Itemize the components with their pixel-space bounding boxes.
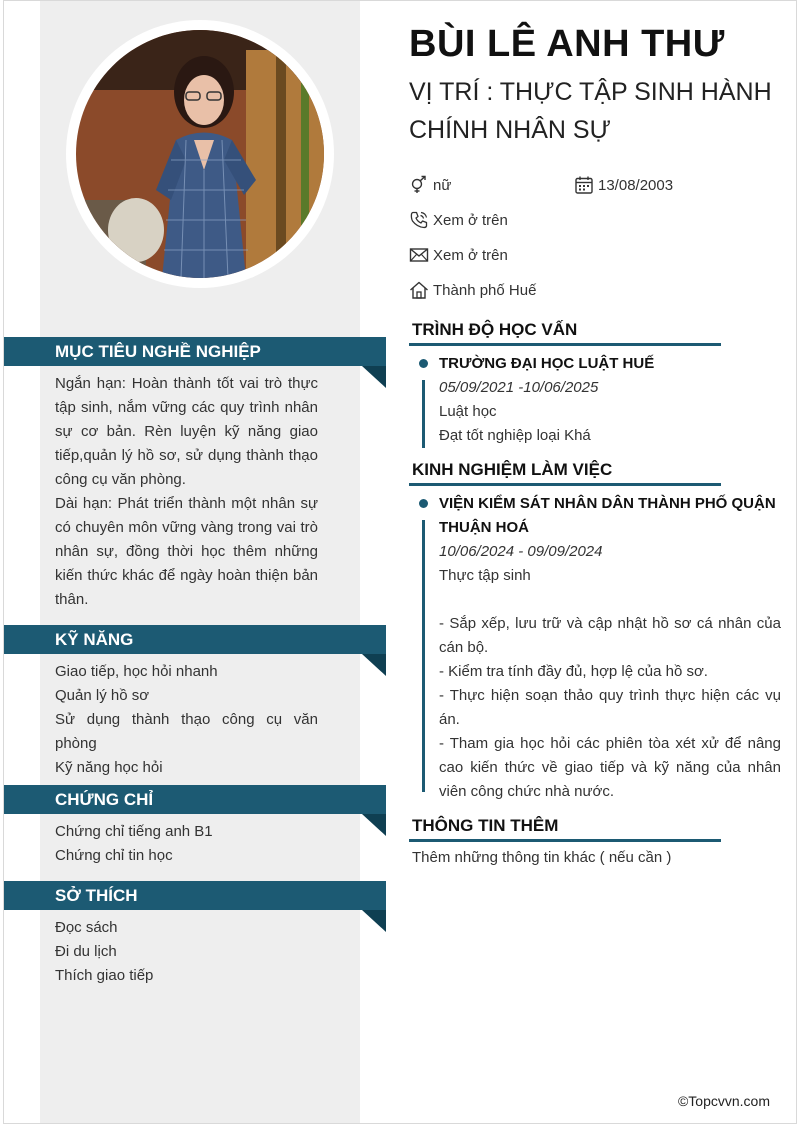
candidate-name: BÙI LÊ ANH THƯ: [409, 23, 725, 65]
home-icon: [409, 280, 429, 300]
objective-short-term: Ngắn hạn: Hoàn thành tốt vai trò thực tập sinh, nắm vững các quy trình nhân sự cơ bản. Rèn luyện kỹ năng giao tiếp,quản lý hồ sơ, sử dụng thành thạo công cụ văn phòng.: [55, 375, 318, 488]
cv-page: [3, 0, 797, 1124]
certificate-item: Chứng chỉ tiếng anh B1: [55, 823, 213, 840]
job-position: VỊ TRÍ : THỰC TẬP SINH HÀNH CHÍNH NHÂN SỰ: [409, 78, 772, 144]
timeline-line: [422, 380, 425, 448]
gender-value: nữ: [433, 176, 452, 194]
skills-title: KỸ NĂNG: [4, 625, 386, 654]
hobbies-list: [4, 910, 386, 988]
contact-birthday: [574, 175, 673, 195]
skill-item: Giao tiếp, học hỏi nhanh: [55, 663, 218, 680]
skill-item: Kỹ năng học hỏi: [55, 759, 163, 776]
skills-section: [4, 625, 386, 780]
email-value: Xem ở trên: [433, 246, 508, 264]
contact-phone: [409, 210, 508, 230]
contact-address: [409, 280, 536, 300]
hobbies-fold: [362, 910, 386, 932]
skills-fold: [362, 654, 386, 676]
skill-item: Quản lý hồ sơ: [55, 687, 150, 704]
additional-title: THÔNG TIN THÊM: [412, 816, 559, 835]
experience-entry: [409, 492, 781, 804]
calendar-icon: [574, 175, 594, 195]
education-divider: [409, 343, 721, 346]
envelope-icon: [409, 245, 429, 265]
education-result: Đạt tốt nghiệp loại Khá: [439, 427, 591, 444]
timeline-dot: [419, 499, 428, 508]
education-major: Luật học: [439, 403, 497, 420]
contact-email: [409, 245, 508, 265]
certificates-list: [4, 814, 386, 868]
certificate-item: Chứng chỉ tin học: [55, 847, 173, 864]
hobbies-section: [4, 881, 386, 988]
experience-section: [409, 459, 781, 804]
duty-item: - Thực hiện soạn thảo quy trình thực hiện các vụ án.: [439, 687, 781, 728]
objective-long-term: Dài hạn: Phát triển thành một nhân sự có chuyên môn vững vàng trong vai trò nhân sự, đồng thời học thêm những kiến thức khác để ngày hoàn thiện bản thân.: [55, 495, 318, 608]
objective-section: [4, 337, 386, 612]
skills-list: [4, 654, 386, 780]
duty-item: - Kiểm tra tính đầy đủ, hợp lệ của hồ sơ.: [439, 663, 708, 680]
hobbies-title: SỞ THÍCH: [4, 881, 386, 910]
education-entry: [409, 352, 781, 448]
phone-value: Xem ở trên: [433, 211, 508, 229]
experience-role: Thực tập sinh: [439, 567, 531, 584]
hobby-item: Đọc sách: [55, 919, 118, 936]
duty-item: - Tham gia học hỏi các phiên tòa xét xử để nâng cao kiến thức về giao tiếp và kỹ năng của nhân viên công chức nhà nước.: [439, 735, 781, 800]
phone-icon: [409, 210, 429, 230]
avatar-photo: [76, 30, 324, 278]
certificates-section: [4, 785, 386, 868]
additional-section: [409, 815, 781, 870]
company-name: VIỆN KIỂM SÁT NHÂN DÂN THÀNH PHỐ QUẬN THUẬN HOÁ: [439, 495, 776, 536]
copyright: ©Topcvvn.com: [677, 1093, 770, 1109]
objective-title: MỤC TIÊU NGHỀ NGHIỆP: [4, 337, 386, 366]
birthday-value: 13/08/2003: [598, 176, 674, 194]
duty-item: - Sắp xếp, lưu trữ và cập nhật hồ sơ cá nhân của cán bộ.: [439, 615, 781, 656]
additional-divider: [409, 839, 721, 842]
timeline-line: [422, 520, 425, 792]
spacer: [439, 588, 781, 612]
education-title: TRÌNH ĐỘ HỌC VẤN: [412, 320, 578, 339]
experience-divider: [409, 483, 721, 486]
skill-item: Sử dụng thành thạo công cụ văn phòng: [55, 711, 318, 752]
gender-icon: [409, 175, 429, 195]
experience-title: KINH NGHIỆM LÀM VIỆC: [412, 460, 613, 479]
timeline-dot: [419, 359, 428, 368]
additional-text: Thêm những thông tin khác ( nếu cần ): [412, 849, 672, 866]
address-value: Thành phố Huế: [433, 281, 537, 299]
education-section: [409, 319, 781, 448]
contact-gender: [409, 175, 451, 195]
hobby-item: Thích giao tiếp: [55, 967, 154, 984]
hobby-item: Đi du lịch: [55, 943, 117, 960]
avatar: [76, 30, 324, 278]
objective-body: [4, 366, 386, 612]
school-name: TRƯỜNG ĐẠI HỌC LUẬT HUẾ: [439, 355, 655, 372]
objective-fold: [362, 366, 386, 388]
education-period: 05/09/2021 -10/06/2025: [439, 379, 599, 396]
certificates-fold: [362, 814, 386, 836]
certificates-title: CHỨNG CHỈ: [4, 785, 386, 814]
experience-period: 10/06/2024 - 09/09/2024: [439, 543, 603, 560]
